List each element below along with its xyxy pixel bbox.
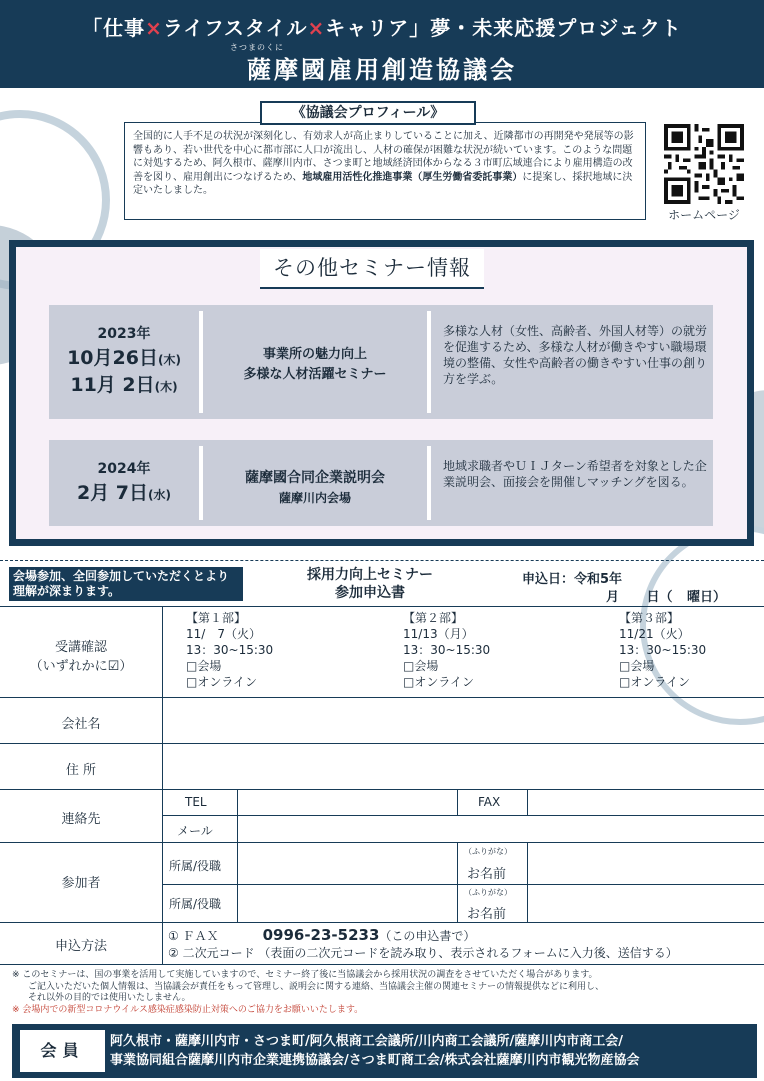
form-title-line: 採用力向上セミナー [307, 567, 433, 583]
part-date: 11/13（月） [403, 627, 474, 641]
method-fax-prefix: ① ＦＡＸ [168, 929, 219, 943]
page-header [0, 0, 764, 88]
seminar-title-line: 薩摩國合同企業説明会 [245, 470, 385, 486]
note-line: それ以外の目的では使用いたしません。 [28, 993, 191, 1003]
part-name: 【第１部】 [186, 611, 247, 625]
name-field[interactable] [528, 843, 763, 883]
fax-label: FAX [478, 795, 501, 809]
company-field[interactable] [163, 698, 763, 742]
member-list [110, 1032, 755, 1070]
affiliation-field[interactable] [238, 885, 456, 921]
attendance-label [0, 636, 162, 674]
profile-text: 全国的に人手不足の状況が深刻化し、有効求人が高止まりしていることに加え、近隣都市の再開発や発展等の影響もあり、若い世代を中心に都市部に人口が流出し、人材の確保が困難な状況が続いています。このような問題に対処するため、阿久根市、薩摩川内市、さつま町と地域経済団体からなる３市町広域連合により雇用構造の改善を図り、雇用創出につなげるため、 [133, 131, 634, 183]
online-checkbox[interactable]: □オンライン [619, 675, 690, 689]
form-note: 会場参加、全回参加していただくとより理解が深まります。 [9, 567, 243, 601]
form-title-line: 参加申込書 [335, 585, 405, 601]
venue-checkbox[interactable]: □会場 [619, 659, 655, 673]
table-line [0, 606, 764, 607]
part-1 [186, 610, 273, 690]
part-2 [403, 610, 490, 690]
part-name: 【第３部】 [619, 611, 680, 625]
name-field[interactable] [528, 885, 763, 921]
address-field[interactable] [163, 744, 763, 788]
seminar-date-1: 10月26日 [67, 347, 158, 369]
subtitle-cross: × [307, 16, 326, 40]
furigana-label: （ふりがな） [464, 888, 512, 897]
part-name: 【第２部】 [403, 611, 464, 625]
subtitle-part: 「仕事 [82, 16, 146, 40]
profile-text-bold: 地域雇用活性化推進事業（厚生労働省委託事業） [302, 171, 523, 183]
tel-field[interactable] [238, 790, 456, 814]
affiliation-field[interactable] [238, 843, 456, 883]
application-date-label: 申込日：令和5年 [522, 572, 623, 587]
fax-number: 0996-23-5233 [262, 926, 380, 944]
seminar-date [49, 446, 199, 520]
part-date: 11/21（火） [619, 627, 690, 641]
subtitle-part: キャリア」夢・未来応援プロジェクト [325, 16, 682, 40]
seminar-date-2: 11月 2日 [70, 374, 155, 396]
participant-label: 参加者 [61, 876, 101, 891]
online-checkbox[interactable]: □オンライン [186, 675, 257, 689]
seminar-date [49, 311, 199, 413]
mail-field[interactable] [238, 816, 763, 841]
seminar-heading: その他セミナー情報 [260, 249, 484, 289]
seminar-description: 地域求職者やＵＩＪターン希望者を対象とした企業説明会、面接会を開催しマッチングを図る。 [443, 459, 707, 489]
seminar-title-line: 事業所の魅力向上 [262, 347, 367, 362]
venue-checkbox[interactable]: □会場 [403, 659, 439, 673]
seminar-date-1: 2月 7日 [76, 482, 149, 504]
seminar-title-line: 多様な人材活躍セミナー [243, 367, 387, 382]
attendance-sub-text: （いずれかに☑） [29, 659, 133, 674]
attendance-label-text: 受講確認 [54, 640, 107, 655]
online-checkbox[interactable]: □オンライン [403, 675, 474, 689]
fax-field[interactable] [528, 790, 763, 814]
table-line [0, 964, 764, 965]
header-subtitle [0, 12, 764, 41]
method-fax-suffix: （この申込書で） [379, 929, 476, 943]
part-date: 11/ 7（火） [186, 627, 261, 641]
cut-line [0, 560, 764, 561]
member-line: 阿久根市・薩摩川内市・さつま町/阿久根商工会議所/川内商工会議所/薩摩川内市商工会/ [110, 1034, 623, 1049]
note-line: ご記入いただいた個人情報は、当協議会が責任をもって管理し、説明会に関する連絡、当協議会主催の関連セミナーの情報提供などに利用し、 [28, 981, 605, 992]
profile-text-box [124, 122, 646, 220]
subtitle-part: ライフスタイル [162, 16, 308, 40]
company-label: 会社名 [61, 717, 101, 732]
contact-label: 連絡先 [61, 812, 101, 827]
seminar-title-line: 薩摩川内会場 [278, 491, 351, 505]
application-date-field[interactable]: 月 日（ 曜日） [606, 590, 727, 605]
part-3 [619, 610, 706, 690]
profile-heading: 《協議会プロフィール》 [260, 101, 476, 125]
subtitle-cross: × [145, 16, 163, 40]
part-time: 13：30~15:30 [403, 643, 491, 657]
title-furigana: さつまのくに [230, 43, 284, 52]
seminar-description: 多様な人材（女性、高齢者、外国人材等）の就労を促進するため、多様な人材が働きやすい職場環境の整備、女性や高齢者の働きやすい仕事の創り方を学ぶ。 [443, 324, 708, 386]
seminar-year: 2023年 [97, 326, 151, 342]
table-line [457, 789, 458, 815]
mail-label: メール [177, 824, 213, 838]
table-line [0, 922, 764, 923]
affiliation-label: 所属/役職 [169, 859, 222, 873]
seminar-row [49, 305, 713, 419]
address-label: 住 所 [65, 763, 97, 778]
seminar-row [49, 440, 713, 526]
method-fax [168, 926, 475, 944]
venue-checkbox[interactable]: □会場 [186, 659, 222, 673]
qr-homepage-label: ホームページ [668, 208, 740, 222]
form-title [270, 566, 470, 602]
seminar-dow-1: (木) [157, 353, 181, 367]
tel-label: TEL [185, 795, 207, 809]
seminar-dow-2: (木) [154, 380, 178, 394]
name-label: お名前 [467, 867, 507, 882]
seminar-title [203, 446, 427, 520]
note-line-covid: ※ 会場内での新型コロナウイルス感染症感染防止対策へのご協力をお願いいたします。 [12, 1004, 364, 1015]
seminar-title [203, 311, 427, 413]
seminar-year: 2024年 [97, 461, 151, 477]
table-line [457, 842, 458, 922]
member-line: 事業協同組合薩摩川内市企業連携協議会/さつま町商工会/株式会社薩摩川内市観光物産協会 [110, 1053, 640, 1068]
profile-text: に提案し、採択地域に決定いたしました。 [133, 171, 633, 197]
furigana-label: （ふりがな） [464, 847, 512, 856]
method-label: 申込方法 [54, 939, 107, 954]
qr-code-icon[interactable] [664, 124, 744, 204]
member-label: 会員 [20, 1030, 105, 1072]
affiliation-label: 所属/役職 [169, 897, 222, 911]
name-label: お名前 [467, 907, 507, 922]
part-time: 13：30~15:30 [619, 643, 707, 657]
notes [12, 970, 757, 1016]
seminar-dow-1: (水) [148, 488, 172, 502]
part-time: 13：30~15:30 [186, 643, 274, 657]
note-line: ※ このセミナーは、国の事業を活用して実施していますので、セミナー終了後に当協議会から採用状況の調査をさせていただく場合があります。 [12, 970, 598, 980]
method-qr: ② 二次元コード （表面の二次元コードを読み取り、表示されるフォームに入力後、送信する） [168, 946, 678, 960]
page-title: 薩摩國雇用創造協議会 [247, 56, 517, 84]
